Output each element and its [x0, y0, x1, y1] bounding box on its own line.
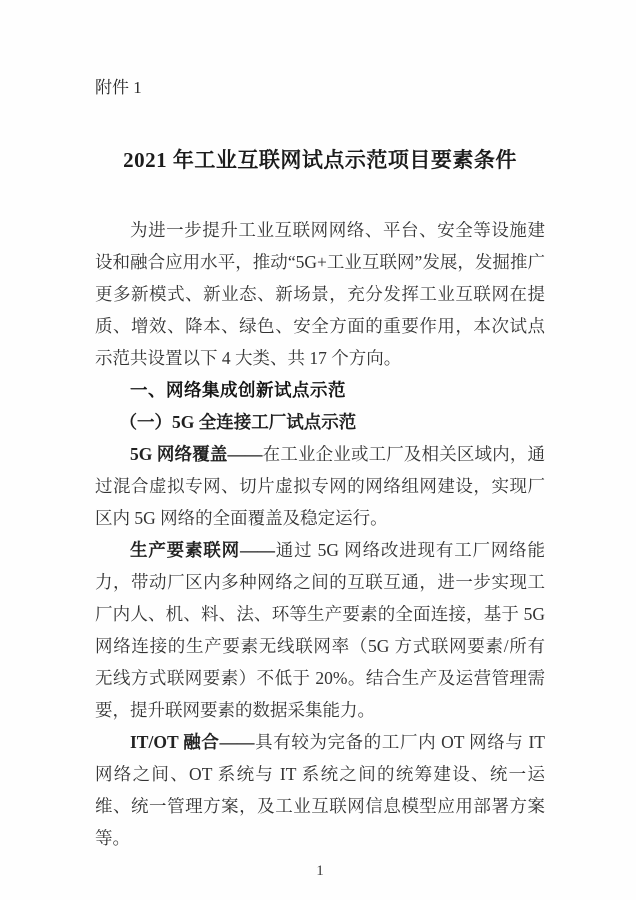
section-heading-network-integration: 一、网络集成创新试点示范: [130, 380, 346, 400]
paragraph-intro: 为进一步提升工业互联网网络、平台、安全等设施建设和融合应用水平，推动“5G+工业互联网”发展，发掘推广更多新模式、新业态、新场景，充分发挥工业互联网在提质、增效、降本、绿色、安全方面的重要作用，本次试点示范共设置以下 4 大类、共 17 个方向。: [95, 220, 545, 368]
paragraph-production-elements: [95, 534, 545, 726]
paragraph-lead-production-elements: 生产要素联网——: [130, 540, 275, 560]
paragraph-it-ot-fusion: [95, 726, 545, 854]
subsection-heading-5g-factory: （一）5G 全连接工厂试点示范: [119, 412, 357, 432]
paragraph-text-it-ot-fusion: 具有较为完备的工厂内 OT 网络与 IT 网络之间、OT 系统与 IT 系统之间的统筹建设、统一运维、统一管理方案，及工业互联网信息模型应用部署方案等。: [95, 732, 545, 848]
paragraph-text-production-elements: 通过 5G 网络改进现有工厂网络能力，带动厂区内多种网络之间的互联互通，进一步实现工厂内人、机、料、法、环等生产要素的全面连接，基于 5G 网络连接的生产要素无线联网率（5G 方式联网要素/所有无线方式联网要素）不低于 20%。结合生产及运营管理需要，提升联网要素的数据采集能力。: [95, 540, 546, 720]
document-body: [95, 214, 545, 854]
paragraph-text-5g-coverage: 在工业企业或工厂及相关区域内，通过混合虚拟专网、切片虚拟专网的网络组网建设，实现厂区内 5G 网络的全面覆盖及稳定运行。: [95, 444, 545, 528]
page-number: 1: [316, 863, 324, 879]
paragraph-5g-coverage: [95, 438, 545, 534]
attachment-label: 附件 1: [95, 78, 142, 97]
paragraph-lead-5g-coverage: 5G 网络覆盖——: [130, 444, 263, 464]
document-title: 2021 年工业互联网试点示范项目要素条件: [123, 148, 517, 172]
paragraph-lead-it-ot-fusion: IT/OT 融合——: [130, 732, 255, 752]
